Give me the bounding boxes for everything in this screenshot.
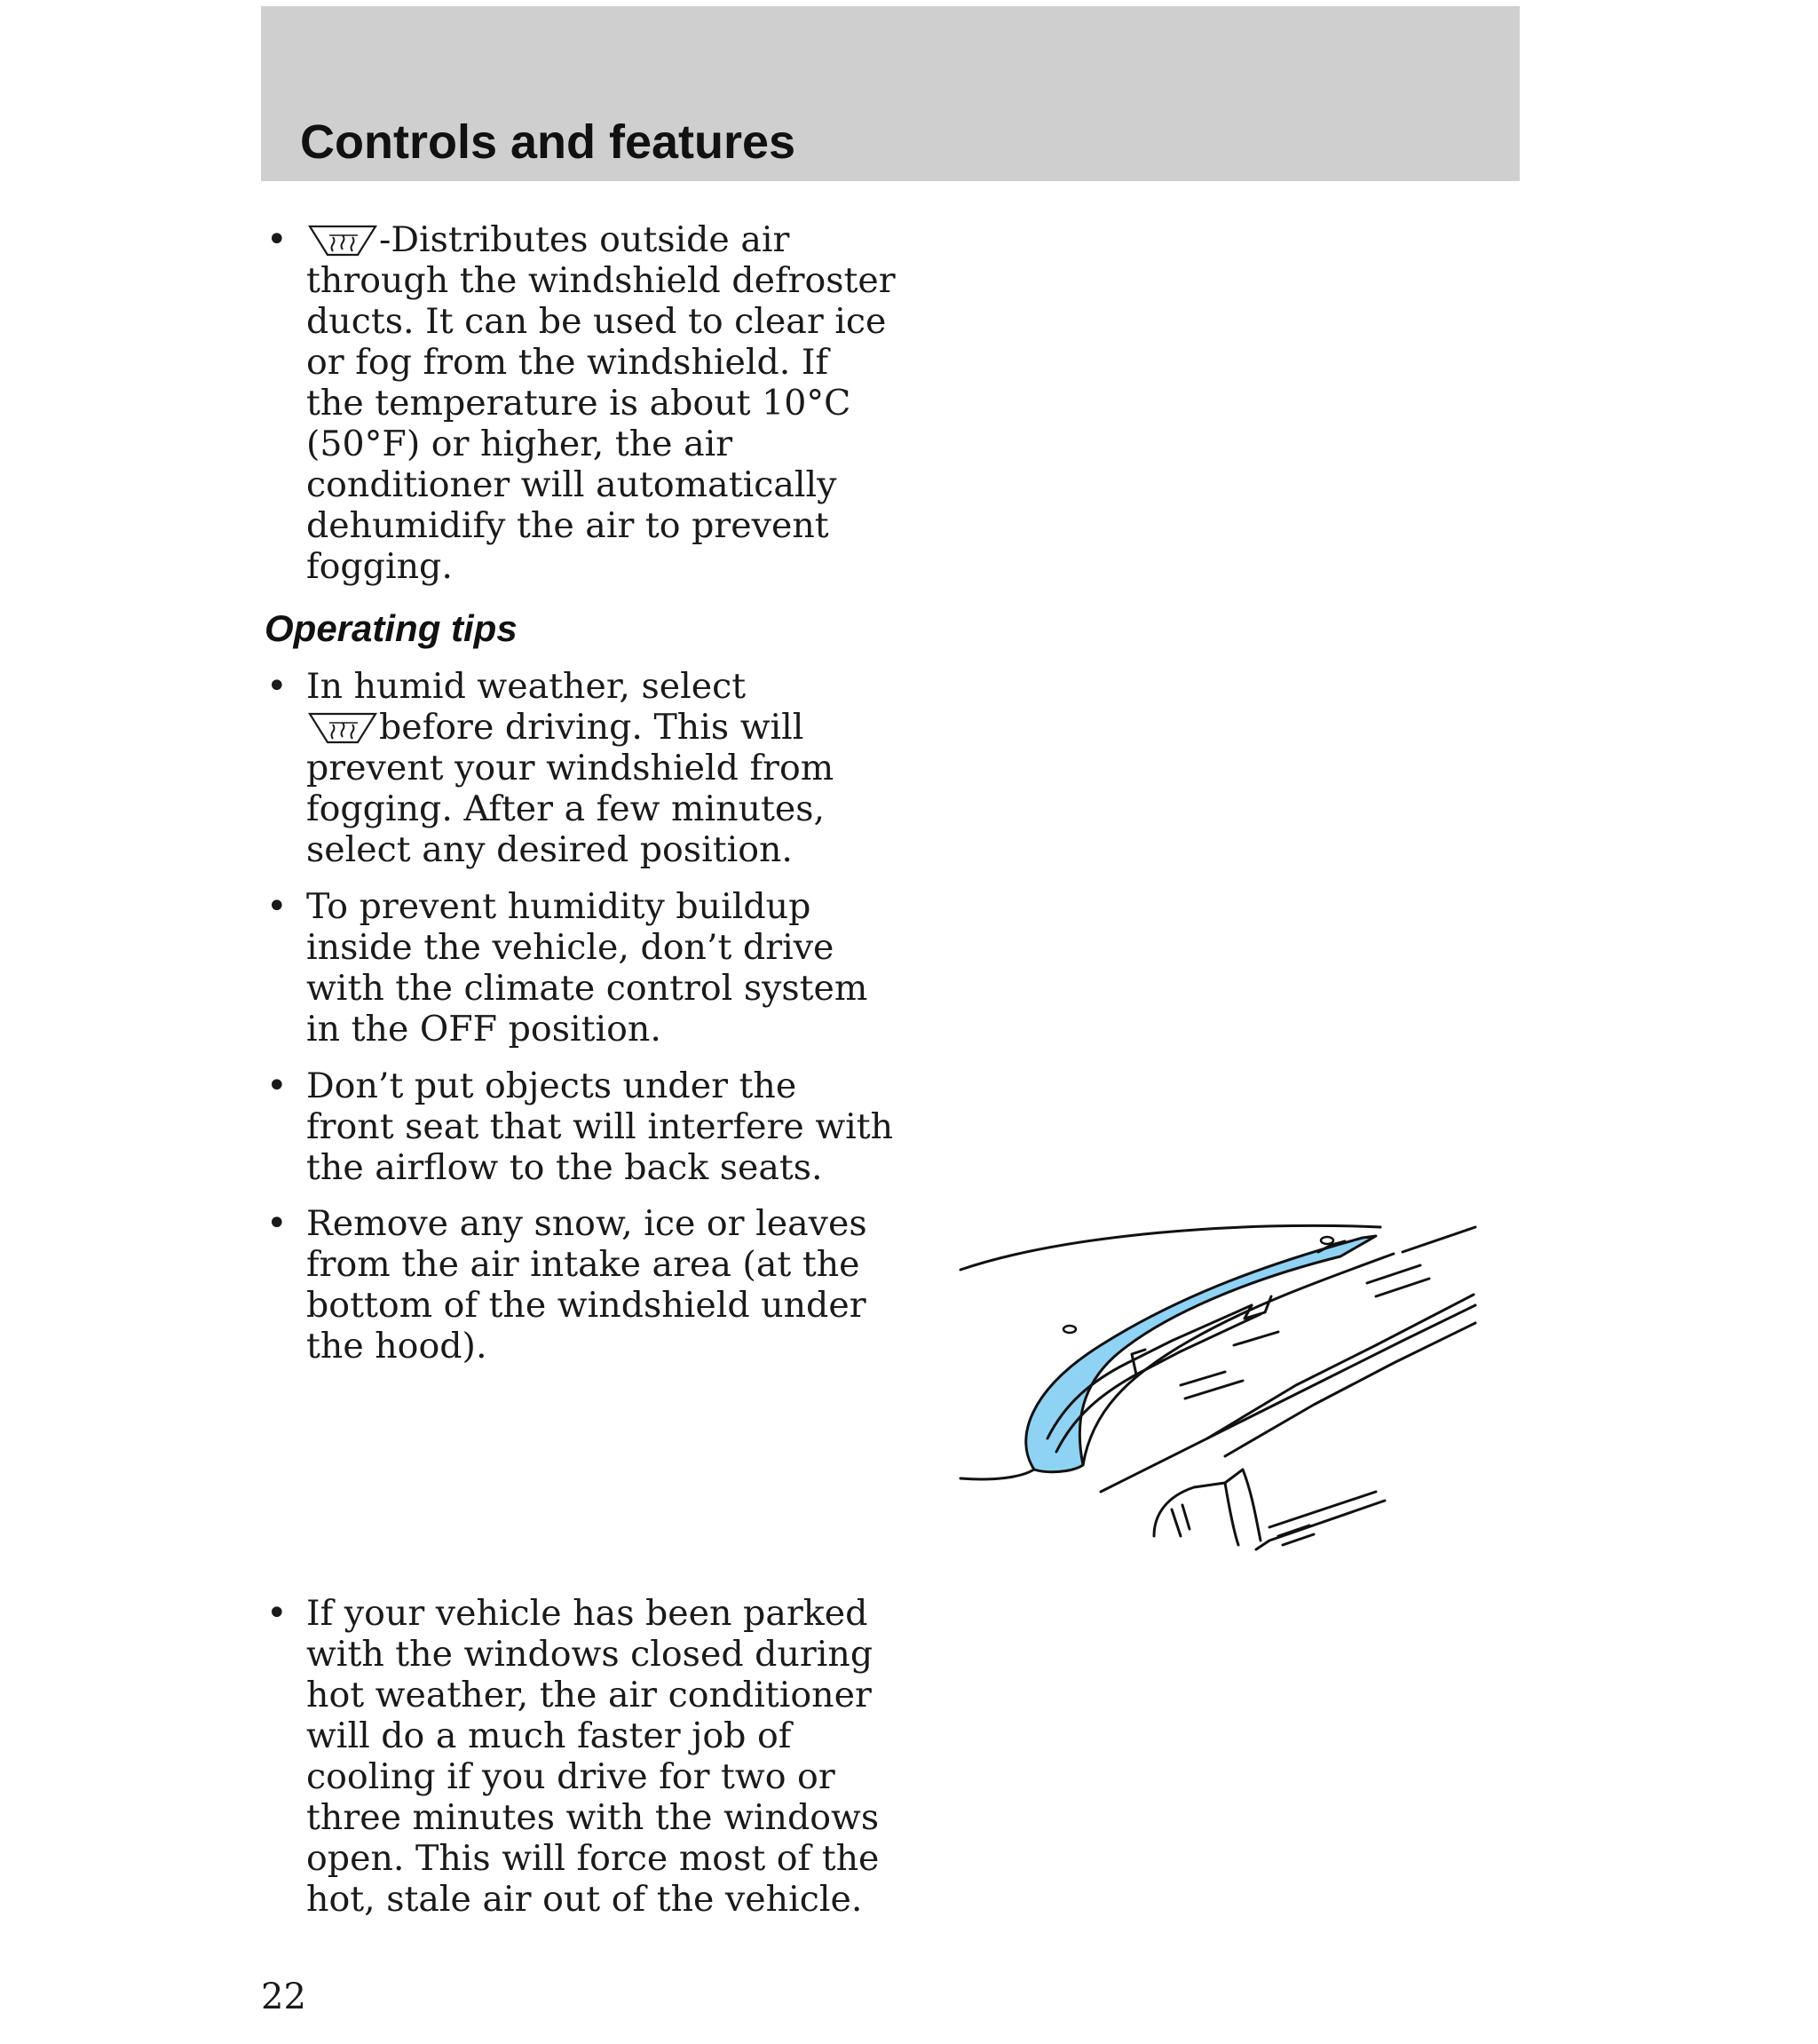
defrost-description: • -Distributes outside air through the windshield defroster ducts. It can be used to clear ice or fog from the windshield. If the temperature is about 10°C (50°F) or higher, the air conditioner will automatically dehumidify the air to prevent fogging. [266, 219, 896, 587]
air-intake-area-illustration [959, 1199, 1491, 1554]
tip-humidity-buildup: • To prevent humidity buildup inside the vehicle, don’t drive with the climate control system in the OFF position. [266, 886, 868, 1050]
tip-parked-hot-weather: • If your vehicle has been parked with the windows closed during hot weather, the air conditioner will do a much faster job of cooling if you drive for two or three minutes with the windows open. This will force most of the hot, stale air out of the vehicle. [266, 1593, 880, 1920]
bullet: • [266, 666, 288, 707]
windshield-defrost-icon [306, 707, 379, 748]
tip-objects-under-seat: • Don’t put objects under the front seat that will interfere with the airflow to the back seats. [266, 1066, 894, 1188]
bullet: • [266, 1066, 288, 1106]
windshield-defrost-icon [306, 219, 379, 260]
bullet: • [266, 1203, 288, 1244]
bullet: • [266, 886, 288, 927]
page-number: 22 [261, 1977, 306, 2017]
bullet: • [266, 219, 288, 260]
air-intake-highlight [1026, 1236, 1376, 1472]
tip-air-intake: • Remove any snow, ice or leaves from the air intake area (at the bottom of the windshield under the hood). [266, 1203, 867, 1367]
tip-humid-weather: • In humid weather, select before driving. This will prevent your windshield from fogging. After a few minutes, select any desired position. [266, 666, 834, 870]
operating-tips-heading: Operating tips [265, 607, 518, 649]
page-title: Controls and features [300, 115, 796, 169]
bullet: • [266, 1593, 288, 1634]
